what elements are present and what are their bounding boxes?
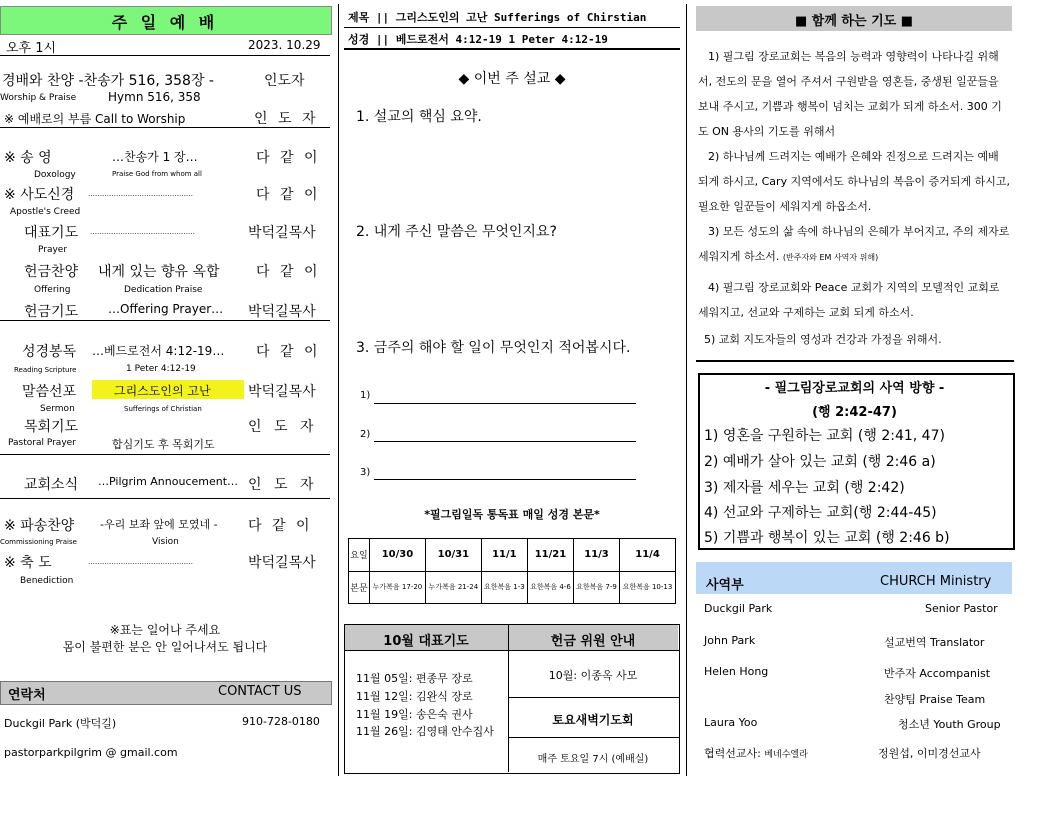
scripture-reading-leader: 다 같 이 (256, 344, 321, 360)
apostles-creed: ※ 사도신경 (4, 187, 75, 203)
service-time: 오후 1시 (6, 41, 57, 56)
doxology-en: Doxology (34, 170, 76, 180)
staff-role: 설교번역 Translator (884, 636, 985, 649)
offering-praise-song: 내게 있는 향유 옥합 (98, 264, 220, 280)
sermon-notes-head: ◆ 이번 주 설교 ◆ (458, 71, 566, 87)
contact-label-ko: 연락처 (8, 688, 46, 703)
missionary-place: 베네수엘라 (764, 750, 808, 760)
commission-praise: ※ 파송찬양 (4, 518, 75, 534)
vision-item: 1) 영혼을 구원하는 교회 (행 2:41, 47) (704, 428, 945, 444)
prayer-request-3-text: 3) 모든 성도의 삶 속에 하나님의 은혜가 부어지고, 주의 제자로 세워지게 하소서. (698, 225, 1010, 263)
prayer-leader: 박덕길목사 (248, 225, 316, 241)
pastoral-prayer-en2: 합심기도 후 목회기도 (112, 438, 215, 451)
sermon-leader: 박덕길목사 (248, 384, 316, 400)
prayer-request-4: 4) 필그림 장로교회와 Peace 교회가 지역의 모델적인 교회로 세워지고, 선교와 구제하는 교회 되게 하소서. (698, 281, 1000, 319)
offering-committee-title: 헌금 위원 안내 (550, 634, 636, 649)
schedule-text: 요한복음 4-6 (527, 571, 573, 604)
blank-2-label: 2) (360, 429, 371, 440)
contact-label-en: CONTACT US (218, 684, 302, 699)
reading-plan-title: *필그림일독 통독표 매일 성경 본문* (424, 508, 600, 521)
missionary-label-text: 협력선교사: (704, 747, 761, 760)
staff-name: John Park (704, 634, 756, 647)
question-2: 2. 내게 주신 말씀은 무엇인지요? (356, 224, 557, 240)
scripture-reading: 성경봉독 (22, 344, 77, 360)
prayer-schedule-item: 11월 26일: 김영태 안수집사 (356, 725, 494, 738)
commission-praise-en2: Vision (152, 537, 179, 547)
schedule-day-label: 요일 (349, 539, 370, 572)
schedule-date: 10/31 (425, 539, 481, 572)
contact-email: pastorparkpilgrim @ gmail.com (4, 746, 178, 759)
worship-praise-leader: 인도자 (264, 73, 305, 89)
prayer-request-3 (698, 219, 1012, 270)
worship-praise-en: Worship & Praise (0, 93, 77, 103)
benediction-dots: ……………………………………… (88, 558, 193, 566)
dawn-prayer-title: 토요새벽기도회 (552, 713, 634, 727)
vision-title: - 필그림장로교회의 사역 방향 - (764, 381, 945, 396)
question-3: 3. 금주의 해야 할 일이 무엇인지 적어봅시다. (356, 340, 631, 356)
prayer-request-2: 2) 하나님께 드려지는 예배가 은혜와 진정으로 드려지는 예배 되게 하시고, Cary 지역에서도 하나님의 복음이 증거되게 하시고, 필요한 일꾼들이 세워지게 하옵소서. (698, 150, 1010, 213)
schedule-text-label: 본문 (349, 571, 370, 604)
call-to-worship-leader: 인 도 자 (254, 111, 319, 127)
prayer-request-1: 1) 필그림 장로교회는 복음의 능력과 영향력이 나타나길 위해서, 전도의 문을 열어 주셔서 구원받을 영혼들, 중생된 일꾼들을 보내 주시고, 기쁨과 행복이 넘치는 교회가 되게 하소서. 300 기도 ON 용사의 기도를 위해서 (698, 50, 1002, 138)
schedule-date: 11/21 (527, 539, 573, 572)
offering-committee: 10월: 이종옥 사모 (548, 669, 638, 682)
offering-prayer: 헌금기도 (24, 304, 79, 320)
schedule-text: 요한복음 10-13 (620, 571, 676, 604)
commission-praise-leader: 다 같 이 (248, 518, 313, 534)
benediction-leader: 박덕길목사 (248, 555, 316, 571)
prayer-schedule-item: 11월 12일: 김완식 장로 (356, 690, 473, 703)
staff-name: Helen Hong (704, 665, 769, 678)
offering-praise-leader: 다 같 이 (256, 264, 321, 280)
church-news: 교회소식 (24, 477, 79, 493)
schedule-text: 누가복음 17-20 (370, 571, 426, 604)
blank-1-line[interactable] (374, 403, 636, 404)
staff-name: Laura Yoo (704, 716, 758, 729)
church-news-leader: 인 도 자 (248, 477, 318, 493)
apostles-creed-dots: ……………………………………… (88, 190, 193, 198)
offering-prayer-leader: 박덕길목사 (248, 304, 316, 320)
church-news-mid: …Pilgrim Annoucement… (98, 475, 239, 488)
reading-schedule (348, 538, 676, 604)
offering-en2: Dedication Praise (124, 285, 203, 295)
staff-role: 청소년 Youth Group (898, 718, 1001, 731)
staff-name: Duckgil Park (704, 602, 773, 615)
vision-item: 2) 예배가 살아 있는 교회 (행 2:46 a) (704, 454, 936, 470)
vision-item: 5) 기쁨과 행복이 있는 교회 (행 2:46 b) (704, 530, 950, 546)
prayer-request-3-note: (반주자와 EM 사역자 위해) (782, 253, 879, 262)
benediction: ※ 축 도 (4, 555, 52, 571)
contact-phone: 910-728-0180 (242, 715, 320, 728)
standing-note-2: 몸이 불편한 분은 안 일어나셔도 됩니다 (62, 640, 268, 654)
doxology-hymn: …찬송가 1 장… (112, 150, 198, 164)
prayer-schedule-item: 11월 05일: 편종무 장로 (356, 672, 473, 685)
pastoral-prayer: 목회기도 (24, 419, 79, 435)
schedule-text: 누가복음 21-24 (425, 571, 481, 604)
prayer-schedule-title: 10월 대표기도 (383, 634, 469, 649)
scripture-line: 성경 || 베드로전서 4:12-19 1 Peter 4:12-19 (348, 33, 608, 46)
commission-praise-mid: -우리 보좌 앞에 모였네 - (100, 518, 218, 531)
prayer-dots: ……………………………………… (90, 228, 195, 236)
staff-role: 반주자 Accompanist (884, 667, 991, 680)
schedule-text: 요한복음 1-3 (481, 571, 527, 604)
doxology: ※ 송 영 (4, 150, 52, 166)
blank-1-label: 1) (360, 390, 371, 401)
service-date: 2023. 10.29 (248, 38, 321, 52)
missionary-label (704, 745, 808, 761)
sermon-title-line: 제목 || 그리스도인의 고난 Sufferings of Chirstian (348, 11, 647, 24)
prayer-header-title: ■ 함께 하는 기도 ■ (794, 14, 914, 29)
pastoral-prayer-leader: 인 도 자 (248, 419, 318, 435)
sermon: 말씀선포 (22, 384, 77, 400)
call-to-worship: ※ 예배로의 부름 Call to Worship (4, 112, 186, 126)
staff-role: Senior Pastor (925, 602, 998, 615)
schedule-date: 11/3 (573, 539, 619, 572)
scripture-reading-mid: …베드로전서 4:12-19… (92, 344, 225, 358)
staff-role: 찬양팀 Praise Team (884, 693, 986, 706)
worship-title: 주 일 예 배 (111, 13, 219, 32)
ministry-label-en: CHURCH Ministry (880, 574, 992, 589)
blank-3-label: 3) (360, 467, 371, 478)
blank-3-line[interactable] (374, 479, 636, 480)
doxology-en2: Praise God from whom all (112, 170, 202, 178)
pastoral-prayer-en: Pastoral Prayer (8, 438, 76, 448)
offering-prayer-mid: …Offering Prayer… (108, 302, 224, 316)
ministry-label-ko: 사역부 (706, 578, 744, 593)
benediction-en: Benediction (20, 576, 74, 586)
vision-subtitle: (행 2:42-47) (812, 405, 897, 420)
sermon-en: Sermon (40, 404, 75, 414)
sermon-title: 그리스도인의 고난 (114, 384, 211, 398)
schedule-date: 10/30 (370, 539, 426, 572)
vision-item: 3) 제자를 세우는 교회 (행 2:42) (704, 480, 905, 496)
column-divider-2 (686, 4, 687, 776)
apostles-creed-en: Apostle's Creed (10, 207, 81, 217)
offering-en: Offering (34, 285, 71, 295)
column-divider (338, 4, 339, 776)
standing-note: ※표는 일어나 주세요 (109, 623, 221, 637)
question-1: 1. 설교의 핵심 요약. (356, 109, 482, 125)
apostles-creed-leader: 다 같 이 (256, 187, 321, 203)
scripture-reading-en2: 1 Peter 4:12-19 (126, 364, 196, 374)
prayer-en: Prayer (38, 245, 68, 255)
worship-praise-hymn: Hymn 516, 358 (108, 90, 201, 104)
prayer-schedule-item: 11월 19일: 송은숙 권사 (356, 708, 473, 721)
dawn-prayer-time: 매주 토요일 7시 (예배실) (537, 754, 649, 765)
schedule-text: 요한복음 7-9 (573, 571, 619, 604)
blank-2-line[interactable] (374, 441, 636, 442)
schedule-date: 11/1 (481, 539, 527, 572)
scripture-reading-en: Reading Scripture (14, 366, 77, 374)
commission-praise-en: Commissioning Praise (0, 538, 77, 546)
vision-item: 4) 선교와 구제하는 교회(행 2:44-45) (704, 505, 937, 521)
prayer-request-5: 5) 교회 지도자들의 영성과 건강과 가정을 위해서. (704, 333, 942, 346)
contact-name: Duckgil Park (박덕길) (4, 717, 117, 730)
offering-praise: 헌금찬양 (24, 264, 79, 280)
prayer: 대표기도 (24, 225, 79, 241)
schedule-date: 11/4 (620, 539, 676, 572)
worship-praise: 경배와 찬양 -찬송가 516, 358장 - (2, 73, 214, 89)
missionary-names: 정원섭, 이미경선교사 (878, 747, 981, 760)
doxology-leader: 다 같 이 (256, 150, 321, 166)
sermon-en2: Sufferings of Christian (124, 405, 202, 413)
